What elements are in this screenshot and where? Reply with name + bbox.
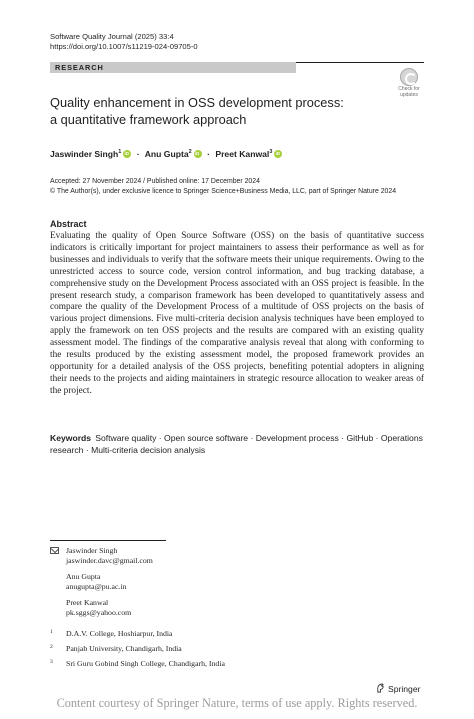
publisher-logo: [376, 683, 420, 694]
affiliation-text: D.A.V. College, Hoshiarpur, India: [66, 629, 173, 638]
paper-title: [50, 95, 380, 128]
copyright-notice: © The Author(s), under exclusive licence to Springer Science+Business Media, LLC, part of Springer Nature 2024: [50, 188, 397, 195]
correspondence-email[interactable]: jaswinder.davc@gmail.com: [66, 556, 153, 565]
affiliation-number: 2: [50, 644, 53, 650]
correspondence-email[interactable]: pk.sggs@yahoo.com: [66, 608, 132, 617]
courtesy-notice: Content courtesy of Springer Nature, terms of use apply. Rights reserved.: [56, 696, 418, 710]
correspondence-entry: [66, 546, 153, 566]
orcid-icon[interactable]: [194, 150, 202, 158]
paper-title-line2: a quantitative framework approach: [50, 111, 247, 127]
author-name[interactable]: Jaswinder Singh: [50, 148, 119, 159]
check-updates-line2: updates: [400, 91, 418, 98]
paper-title-line1: Quality enhancement in OSS development process:: [50, 95, 344, 110]
correspondence-email[interactable]: anugupta@pu.ac.in: [66, 582, 127, 591]
correspondence-name: Anu Gupta: [66, 572, 101, 581]
affiliation-text: Sri Guru Gobind Singh College, Chandigarh, India: [66, 659, 225, 668]
springer-horse-icon: [376, 683, 385, 693]
correspondence-entry: [66, 572, 126, 592]
abstract-heading: Abstract: [50, 219, 87, 229]
keywords: [50, 432, 424, 456]
header-rule: [296, 62, 424, 63]
envelope-icon: [50, 547, 59, 554]
author-affiliation-mark: 3: [269, 149, 273, 155]
publisher-name: Springer: [388, 684, 421, 694]
check-for-updates-badge[interactable]: [392, 68, 426, 100]
affiliation-number: 1: [50, 629, 53, 635]
section-label: RESEARCH: [55, 63, 104, 72]
orcid-icon[interactable]: [274, 150, 282, 158]
keywords-list: Software quality · Open source software · Development process · GitHub · Operations research · Multi-criteria decision analysis: [50, 433, 423, 455]
footnote-rule: [50, 540, 166, 541]
check-updates-icon: [400, 68, 418, 86]
doi-link[interactable]: https://doi.org/10.1007/s11219-024-09705-0: [50, 42, 198, 51]
publication-dates: Accepted: 27 November 2024 / Published online: 17 December 2024: [50, 178, 260, 185]
correspondence-name: Jaswinder Singh: [66, 546, 118, 555]
author-affiliation-mark: 1: [118, 149, 122, 155]
correspondence-entry: [66, 598, 131, 618]
orcid-icon[interactable]: [123, 150, 131, 158]
correspondence-name: Preet Kanwal: [66, 598, 109, 607]
author-name[interactable]: Preet Kanwal: [215, 148, 270, 159]
affiliation-text: Panjab University, Chandigarh, India: [66, 644, 182, 653]
affiliation-number: 3: [50, 659, 53, 665]
author-name[interactable]: Anu Gupta: [144, 148, 189, 159]
keywords-heading: Keywords: [50, 433, 92, 443]
author-list: [50, 145, 282, 161]
author-separator: ·: [207, 148, 210, 159]
check-updates-line1: Check for: [398, 86, 420, 92]
author-separator: ·: [136, 148, 140, 159]
abstract-body: Evaluating the quality of Open Source Software (OSS) on the basis of quantitative success indicators is critically important for project maintainers to assess their performance as well as for businesses and individuals to verify that the software meets their unique requirements. Owing to the unrestricted access to source code, version control information, and bug tracking database, a comprehensive study on the Development Process associated with an OSS project is feasible. In the present research study, a comparison framework has been developed to quantitatively assess and compare the quality of the Development Process of a multitude of OSS projects on the basis of various project dimensions. Five multi-criteria decision analysis techniques have been employed to apply the framework on ten OSS projects and the results are compared with an existing quality assessment model. The findings of the comparative analysis reveal that along with conforming to the results produced by the existing assessment model, the proposed framework provides an opportunity for a detailed analysis of the OSS projects, benefiting potential adopters in aligning their needs to the projects and aiding maintainers in strategic resource allocation to weaker areas of the project.: [50, 231, 424, 396]
author-affiliation-mark: 2: [188, 149, 192, 155]
check-updates-label: [392, 87, 426, 98]
journal-citation: Software Quality Journal (2025) 33:4: [50, 32, 174, 41]
